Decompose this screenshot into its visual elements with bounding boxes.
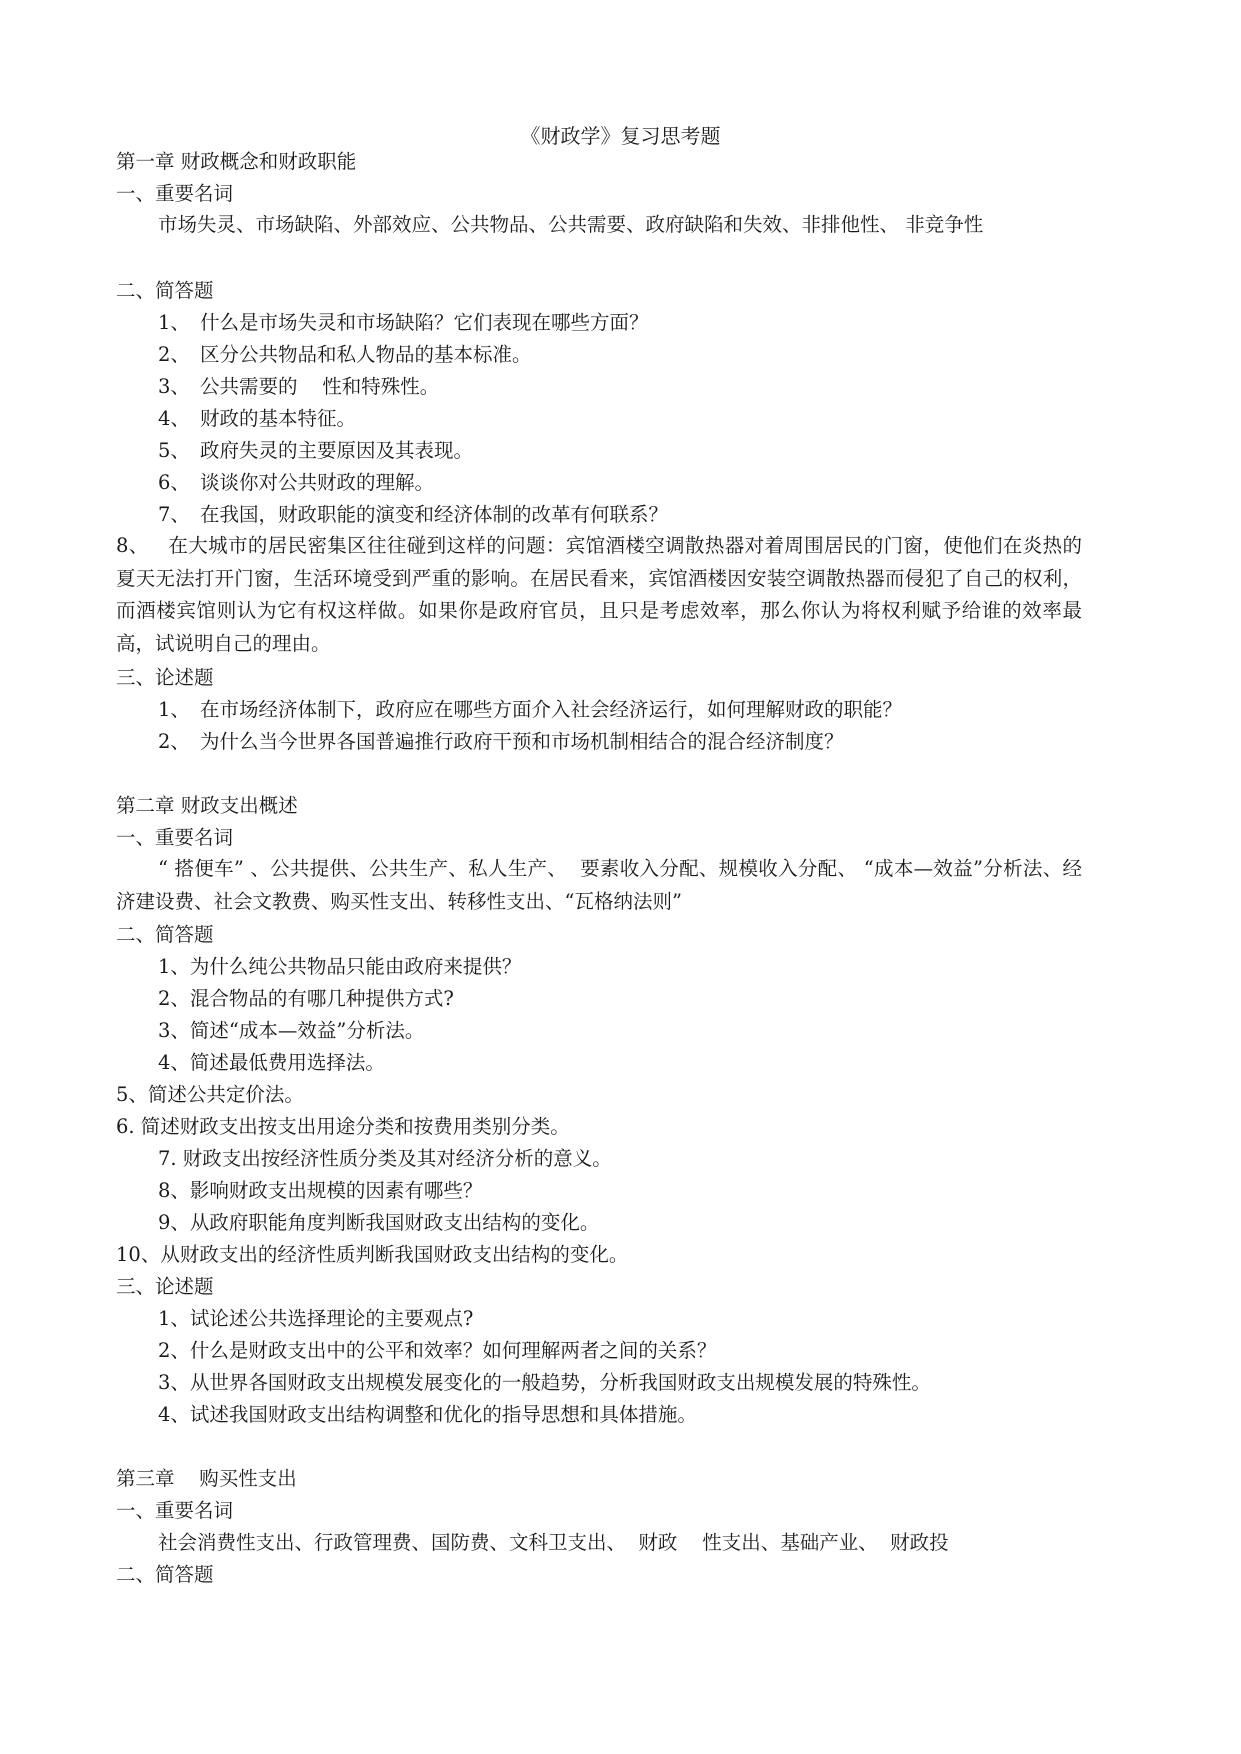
item-number: 6、 — [158, 471, 190, 494]
ch2-essay-item: 4、试述我国财政支出结构调整和优化的指导思想和具体措施。 — [158, 1403, 697, 1426]
item-text: 区分公共物品和私人物品的基本标准。 — [200, 343, 532, 366]
ch1-question-item — [158, 345, 532, 365]
item-text: 政府失灵的主要原因及其表现。 — [200, 439, 474, 462]
ch1-question-item — [158, 377, 439, 397]
ch2-question-item: 8、影响财政支出规模的因素有哪些？ — [158, 1179, 483, 1202]
item-number: 4、 — [158, 407, 190, 430]
item-text: 为什么当今世界各国普遍推行政府干预和市场机制相结合的混合经济制度？ — [200, 730, 844, 753]
ch2-question-item: 4、简述最低费用选择法。 — [158, 1051, 385, 1074]
ch1-section-essay-heading: 三、论述题 — [116, 666, 214, 689]
item-number: 2、 — [158, 343, 190, 366]
item-text: 什么是市场失灵和市场缺陷？它们表现在哪些方面？ — [200, 311, 649, 334]
item-number: 2、 — [158, 730, 190, 753]
ch2-question-item: 3、简述“成本—效益”分析法。 — [158, 1019, 425, 1042]
item-text: 在我国，财政职能的演变和经济体制的改革有何联系？ — [200, 503, 669, 526]
ch2-question-item: 2、混合物品的有哪几种提供方式? — [158, 987, 454, 1010]
ch2-section-essay-heading: 三、论述题 — [116, 1275, 214, 1298]
item-text: 公共需要的 性和特殊性。 — [200, 375, 440, 398]
ch2-essay-item: 2、什么是财政支出中的公平和效率？如何理解两者之间的关系？ — [158, 1339, 717, 1362]
ch1-question-item — [158, 505, 668, 525]
item-number: 5、 — [158, 439, 190, 462]
ch2-essay-item: 3、从世界各国财政支出规模发展变化的一般趋势，分析我国财政支出规模发展的特殊性。 — [158, 1371, 931, 1394]
ch1-question-item — [158, 473, 434, 493]
ch1-terms-paragraph: 市场失灵、市场缺陷、外部效应、公共物品、公共需要、政府缺陷和失效、非排他性、 非竞争性 — [158, 213, 984, 236]
ch2-question-item: 9、从政府职能角度判断我国财政支出结构的变化。 — [158, 1211, 600, 1234]
chapter-2-heading: 第二章 财政支出概述 — [116, 794, 298, 817]
item-text: 财政的基本特征。 — [200, 407, 357, 430]
ch1-section-terms-heading: 一、重要名词 — [116, 182, 234, 205]
ch1-section-short-answer-heading: 二、简答题 — [116, 279, 214, 302]
item-number: 1、 — [158, 698, 190, 721]
ch1-essay-item — [158, 700, 902, 720]
ch2-section-short-answer-heading: 二、简答题 — [116, 923, 214, 946]
chapter-3-heading: 第三章 购买性支出 — [116, 1467, 297, 1490]
ch2-question-item: 7. 财政支出按经济性质分类及其对经济分析的意义。 — [158, 1147, 612, 1170]
ch1-essay-item — [158, 732, 844, 752]
ch2-essay-item: 1、试论述公共选择理论的主要观点? — [158, 1307, 474, 1330]
ch2-question-item: 1、为什么纯公共物品只能由政府来提供？ — [158, 955, 522, 978]
ch1-question-8-paragraph: 8、 在大城市的居民密集区往往碰到这样的问题：宾馆酒楼空调散热器对着周围居民的门窗，使他们在炎热的夏天无法打开门窗，生活环境受到严重的影响。在居民看来，宾馆酒楼因安装空调散热器而侵犯了自己的权利，而酒楼宾馆则认为它有权这样做。如果你是政府官员，且只是考虑效率，那么你认为将权利赋予给谁的效率最高，试说明自己的理由。 — [116, 534, 1082, 655]
item-text: 在市场经济体制下，政府应在哪些方面介入社会经济运行，如何理解财政的职能？ — [200, 698, 903, 721]
ch2-section-terms-heading: 一、重要名词 — [116, 826, 234, 849]
ch1-question-item — [158, 313, 649, 333]
item-number: 3、 — [158, 375, 190, 398]
ch3-section-short-answer-heading: 二、简答题 — [116, 1563, 214, 1586]
ch3-section-terms-heading: 一、重要名词 — [116, 1499, 234, 1522]
ch2-terms-paragraph: “ 搭便车” 、公共提供、公共生产、私人生产、 要素收入分配、规模收入分配、 “成本—效益”分析法、经济建设费、社会文教费、购买性支出、转移性支出、“瓦格纳法则” — [116, 857, 1082, 913]
ch3-terms-line: 社会消费性支出、行政管理费、国防费、文科卫支出、 财政 性支出、基础产业、 财政投 — [158, 1531, 949, 1554]
ch2-question-item: 10、从财政支出的经济性质判断我国财政支出结构的变化。 — [116, 1243, 629, 1266]
chapter-1-heading: 第一章 财政概念和财政职能 — [116, 150, 357, 173]
item-text: 谈谈你对公共财政的理解。 — [200, 471, 435, 494]
document-title: 《财政学》复习思考题 — [520, 124, 721, 148]
ch2-question-item: 6. 简述财政支出按支出用途分类和按费用类别分类。 — [116, 1115, 570, 1138]
item-number: 7、 — [158, 503, 190, 526]
item-number: 1、 — [158, 311, 190, 334]
ch1-question-item — [158, 441, 473, 461]
ch1-question-item — [158, 409, 356, 429]
ch2-question-item: 5、简述公共定价法。 — [116, 1083, 304, 1106]
